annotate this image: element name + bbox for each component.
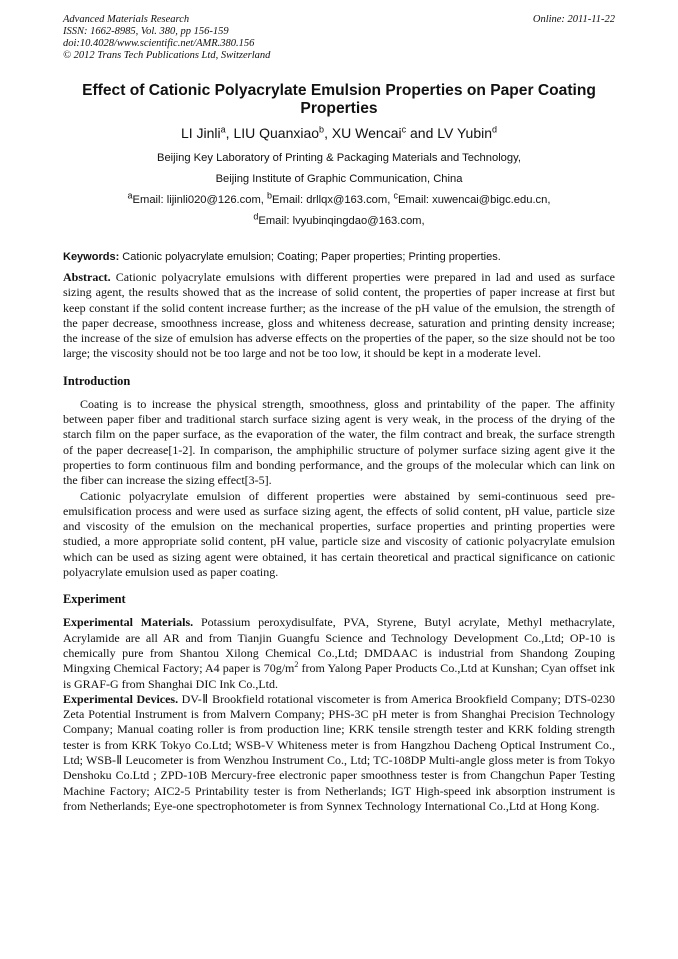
devices-paragraph: Experimental Devices. DV-Ⅱ Brookfield rotational viscometer is from America Brookfield Company; DTS-0230 Zeta Potential Instrument is from Malvern Company; PHS-3C pH meter is from Shanghai Precision Technology Company; Manual coating roller is from production line; KRK tensile strength tester and KRK folding strength tester is from KRK Tokyo Co.Ltd; WSB-V Whiteness meter is from Hangzhou Dacheng Optical Instrument Co., Ltd; WSB-Ⅱ Leucometer is from Wenzhou Instrument Co., Ltd; TC-108DP Multi-angle gloss meter is from Tokyo Denshoku Co.Ltd ; ZPD-10B Mercury-free electronic paper smoothness tester is from Changchun Paper Testing Machine Factory; AIC2-5 Printability tester is from Netherlands; IGT High-speed ink absorption instrument is from Netherlands; Eye-one spectrophotometer is from Synnex Technology International Co.,Ltd at Hong Kong. <box>63 691 616 813</box>
abstract-text: Cationic polyacrylate emulsions with different properties were prepared in lad and used as surface sizing agent, the results showed that as the increase of solid content, the properties of paper increase at first but keep constant if the solid content increase further; as the increase of the pH value of the emulsion, the strength of the paper decrease, smoothness increase, gloss and whiteness decrease, saturation and printing density increase; the increase of the size of emulsion has adverse effects on the properties of the paper, so the size should not be too large; the viscosity should not be too large and not be too low, it should be kept in a moderate level. <box>63 270 615 361</box>
keywords-text: Cationic polyacrylate emulsion; Coating; Paper properties; Printing properties. <box>119 251 501 263</box>
journal-name: Advanced Materials Research <box>63 14 190 25</box>
devices-label: Experimental Devices. <box>63 691 179 706</box>
author-name: XU Wencai <box>331 125 402 141</box>
affiliation-line: Beijing Key Laboratory of Printing & Packaging Materials and Technology, <box>156 152 521 164</box>
author-sup: d <box>492 124 498 135</box>
author-name: LV Yubin <box>437 125 493 141</box>
issn-line: ISSN: 1662-8985, Vol. 380, pp 156-159 <box>63 26 229 37</box>
email-a: Email: lijinli020@126.com, <box>132 194 268 206</box>
paper-title: Effect of Cationic Polyacrylate Emulsion Properties on Paper Coating Properties <box>82 82 596 117</box>
email-d: Email: lvyubinqingdao@163.com, <box>258 215 425 227</box>
email-line: $^a$Email: lijinli020@126.com, $^b$Email: drllqx@163.com, $^c$Email: xuwencai@bigc.edu.cn, <box>127 190 551 206</box>
intro-paragraph: Coating is to increase the physical strength, smoothness, gloss and printability of the paper. The affinity between paper fiber and traditional starch surface sizing agent is very weak, in the process of the drying of the starch film on the paper surface, as the evaporation of the water, the film contract and break, the surface strength of the paper decrease[1-2]. In comparison, the amphiphilic structure of polymer surface sizing agent give it the properties to form continuous film and bonding performance, and the groups of the molecular which can link on the fiber can increase the sizing effect[3-5]. <box>63 396 615 488</box>
keywords-label: Keywords: <box>63 251 120 263</box>
abstract <box>63 270 615 362</box>
intro-paragraph: Cationic polyacrylate emulsion of different properties were abstained by semi-continuous seed pre-emulsification process and were used as surface sizing agent, the effects of solid content, pH value, particle size and viscosity of the emulsion on the mechanical properties, surface properties and printing properties were studied, a more appropriate solid content, pH value, particle size and viscosity of cationic polyacrylate emulsion which can be used as sizing agent were obtained, it has certain theoretical and practical significance on cationic polyacrylate emulsion used as paper coating. <box>63 488 615 580</box>
affiliation <box>63 148 615 232</box>
author-sup: c <box>401 124 407 135</box>
abstract-label: Abstract. <box>63 270 111 284</box>
author-name: LIU Quanxiao <box>233 125 320 141</box>
paper-body <box>63 270 615 814</box>
doi-line: doi:10.4028/www.scientific.net/AMR.380.156 <box>63 38 255 49</box>
email-line: $^d$Email: lvyubinqingdao@163.com, <box>253 211 425 227</box>
author-sup: a <box>220 124 226 135</box>
copyright-line: © 2012 Trans Tech Publications Ltd, Switzerland <box>63 50 271 61</box>
online-date: Online: 2011-11-22 <box>532 14 615 25</box>
journal-header <box>63 14 615 62</box>
email-c: Email: xuwencai@bigc.edu.cn, <box>397 194 551 206</box>
materials-label: Experimental Materials. <box>63 615 194 630</box>
affiliation-line: Beijing Institute of Graphic Communication, China <box>215 173 463 185</box>
email-b: Email: drllqx@163.com, <box>272 194 394 206</box>
section-heading-introduction: Introduction <box>63 373 131 388</box>
keywords <box>63 250 615 264</box>
author-list: LI Jinli$^a$, LIU Quanxiao$^b$, XU Wencai$^c$ and LV Yubin$^d$ <box>180 124 498 141</box>
author-sup: b <box>319 124 325 135</box>
materials-paragraph: Experimental Materials. Potassium peroxydisulfate, PVA, Styrene, Butyl acrylate, Methyl methacrylate, Acrylamide are all AR and from Tianjin Guangfu Science and Technology Development Co.,Ltd; OP-10 is chemically pure from Shantou Xilong Chemical Co.,Ltd; DMDAAC is industrial from Shandong Zouping Mingxing Chemical Factory; A4 paper is $70g/m^2$ from Yalong Paper Products Co.,Ltd at Kunshan; Cyan offset ink is GRAF-G from Shanghai DIC Ink Co.,Ltd. <box>63 615 616 691</box>
section-heading-experiment: Experiment <box>63 592 126 607</box>
author-name: LI Jinli <box>180 125 221 141</box>
